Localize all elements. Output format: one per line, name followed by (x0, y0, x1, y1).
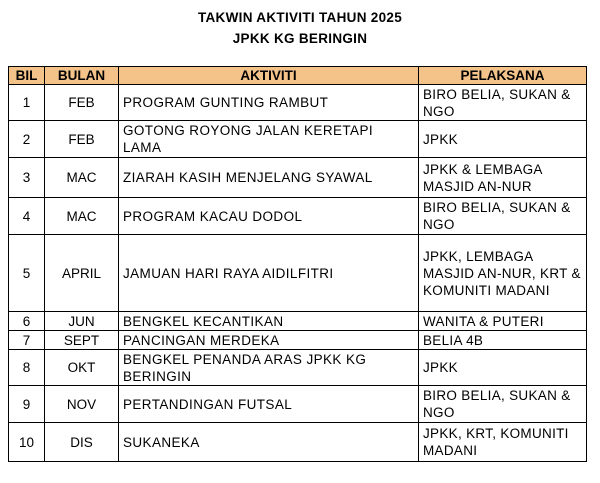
cell-bil: 6 (9, 312, 45, 331)
cell-bulan: DIS (45, 423, 119, 462)
cell-bil: 3 (9, 158, 45, 198)
cell-bulan: FEB (45, 121, 119, 158)
table-row (9, 121, 587, 158)
table-row (9, 85, 587, 121)
cell-aktiviti: BENGKEL KECANTIKAN (119, 312, 419, 331)
cell-aktiviti: JAMUAN HARI RAYA AIDILFITRI (119, 235, 419, 312)
table-row (9, 312, 587, 331)
activity-table (8, 66, 587, 462)
cell-pelaksana: BIRO BELIA, SUKAN & NGO (419, 85, 587, 121)
cell-pelaksana: JPKK (419, 121, 587, 158)
table-row (9, 386, 587, 423)
cell-bil: 8 (9, 350, 45, 386)
title-line-1: TAKWIN AKTIVITI TAHUN 2025 (197, 10, 403, 25)
cell-bulan: FEB (45, 85, 119, 121)
cell-aktiviti: PANCINGAN MERDEKA (119, 331, 419, 350)
cell-bulan: NOV (45, 386, 119, 423)
header-bulan: BULAN (45, 67, 119, 85)
cell-bil: 10 (9, 423, 45, 462)
title-line-2: JPKK KG BERINGIN (232, 31, 368, 46)
cell-pelaksana: JPKK, LEMBAGA MASJID AN-NUR, KRT & KOMUNITI MADANI (419, 235, 587, 312)
cell-aktiviti: BENGKEL PENANDA ARAS JPKK KG BERINGIN (119, 350, 419, 386)
cell-bulan: APRIL (45, 235, 119, 312)
cell-pelaksana: BIRO BELIA, SUKAN & NGO (419, 198, 587, 235)
cell-pelaksana: WANITA & PUTERI (419, 312, 587, 331)
cell-pelaksana: JPKK (419, 350, 587, 386)
table-row (9, 158, 587, 198)
cell-aktiviti: PROGRAM GUNTING RAMBUT (119, 85, 419, 121)
header-row (9, 67, 587, 85)
cell-bil: 9 (9, 386, 45, 423)
cell-bil: 5 (9, 235, 45, 312)
header-aktiviti: AKTIVITI (119, 67, 419, 85)
cell-bil: 4 (9, 198, 45, 235)
cell-aktiviti: PERTANDINGAN FUTSAL (119, 386, 419, 423)
cell-bil: 2 (9, 121, 45, 158)
cell-aktiviti: SUKANEKA (119, 423, 419, 462)
cell-aktiviti: PROGRAM KACAU DODOL (119, 198, 419, 235)
table-row (9, 350, 587, 386)
header-bil: BIL (9, 67, 45, 85)
cell-bulan: MAC (45, 158, 119, 198)
cell-aktiviti: GOTONG ROYONG JALAN KERETAPI LAMA (119, 121, 419, 158)
cell-aktiviti: ZIARAH KASIH MENJELANG SYAWAL (119, 158, 419, 198)
cell-pelaksana: JPKK, KRT, KOMUNITI MADANI (419, 423, 587, 462)
cell-bulan: MAC (45, 198, 119, 235)
cell-bulan: OKT (45, 350, 119, 386)
cell-pelaksana: JPKK & LEMBAGA MASJID AN-NUR (419, 158, 587, 198)
cell-bulan: SEPT (45, 331, 119, 350)
cell-bulan: JUN (45, 312, 119, 331)
table-row (9, 235, 587, 312)
cell-pelaksana: BELIA 4B (419, 331, 587, 350)
cell-bil: 1 (9, 85, 45, 121)
table-row (9, 331, 587, 350)
header-pelaksana: PELAKSANA (419, 67, 587, 85)
table-row (9, 198, 587, 235)
table-row (9, 423, 587, 462)
cell-bil: 7 (9, 331, 45, 350)
cell-pelaksana: BIRO BELIA, SUKAN & NGO (419, 386, 587, 423)
